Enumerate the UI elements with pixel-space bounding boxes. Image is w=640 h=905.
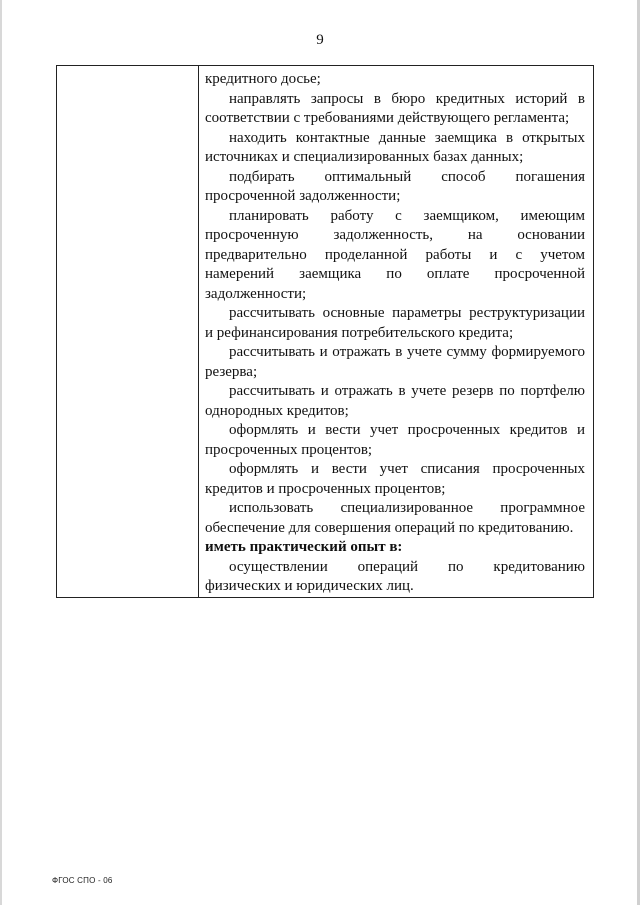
paragraph-credit-bureau: направлять запросы в бюро кредитных историй в соответствии с требованиями действующего регламента;: [205, 90, 585, 126]
table-row: [57, 66, 594, 598]
page-number: 9: [316, 32, 324, 48]
paragraph-repayment-method: подбирать оптимальный способ погашения просроченной задолженности;: [205, 168, 585, 204]
paragraph-reserve-amount: рассчитывать и отражать в учете сумму формируемого резерва;: [205, 344, 585, 380]
footer-document-code: ФГОС СПО - 06: [52, 876, 113, 885]
paragraph-planning-work: планировать работу с заемщиком, имеющим просроченную задолженность, на основании предварительно проделанной работы и с учетом намерений заемщика по оплате просроченной задолженности;: [205, 207, 585, 302]
paragraph-overdue-accounting: оформлять и вести учет просроченных кредитов и просроченных процентов;: [205, 422, 585, 458]
paragraph-software: использовать специализированное программное обеспечение для совершения операций по кредитованию.: [205, 500, 585, 536]
paragraph-credit-dossier: кредитного досье;: [205, 71, 321, 87]
paragraph-restructuring: рассчитывать основные параметры реструктуризации и рефинансирования потребительского кредита;: [205, 305, 585, 341]
table-right-cell: [199, 66, 594, 598]
paragraph-lending-operations: осуществлении операций по кредитованию физических и юридических лиц.: [205, 558, 585, 594]
paragraph-write-off: оформлять и вести учет списания просроченных кредитов и просроченных процентов;: [205, 461, 585, 497]
paragraph-portfolio-reserve: рассчитывать и отражать в учете резерв по портфелю однородных кредитов;: [205, 383, 585, 419]
content-table: [56, 65, 594, 598]
table-left-cell: [57, 66, 199, 598]
heading-practical-experience: иметь практический опыт в:: [205, 539, 403, 555]
paragraph-contact-data: находить контактные данные заемщика в открытых источниках и специализированных базах данных;: [205, 129, 585, 165]
